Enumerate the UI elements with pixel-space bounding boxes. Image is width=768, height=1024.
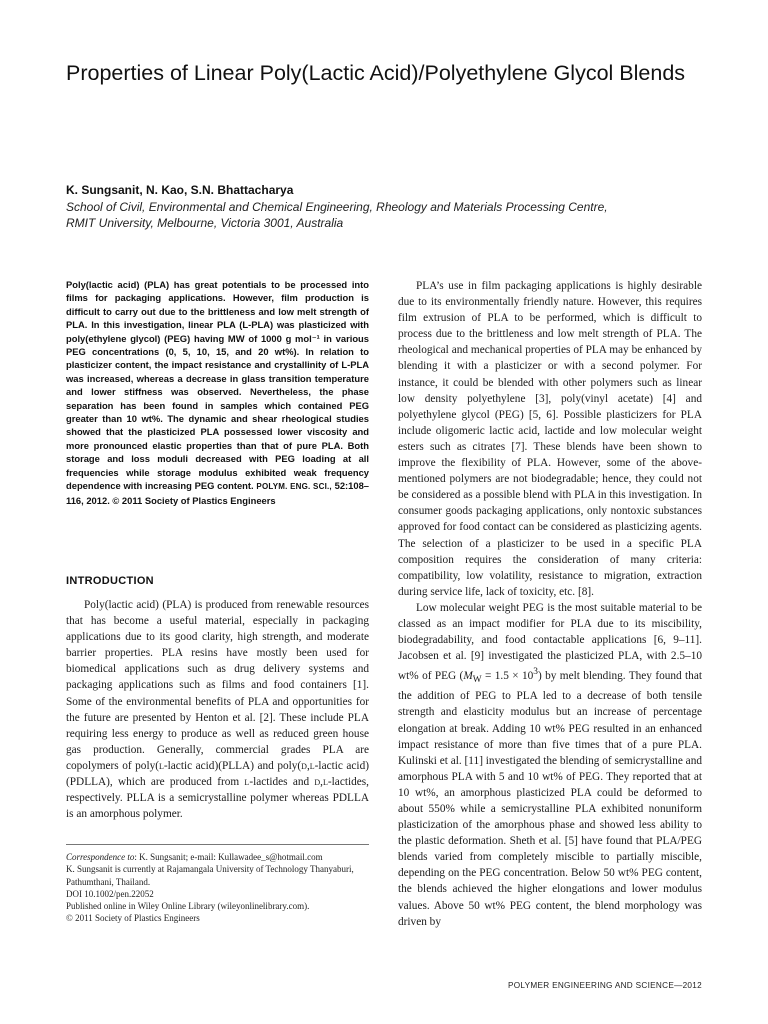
small-caps-text: l (244, 776, 250, 789)
introduction-heading: INTRODUCTION (66, 575, 154, 587)
footnote-divider (66, 844, 369, 845)
right-column (398, 278, 702, 930)
abstract-text (66, 278, 369, 507)
exponent: 3 (533, 667, 538, 678)
correspondence-label: Correspondence to (66, 852, 135, 862)
right-paragraph-2 (398, 600, 702, 930)
intro-text: -lactic acid)(PLLA) and poly( (163, 759, 302, 772)
correspondence-note (66, 851, 369, 863)
body-text: Low molecular weight PEG is the most suitable material to be classed as an impact modifier for PLA due to its miscibility, biodegradability, and food contactable applications [6, 9–11]. Jacobsen et al. [9] investigated the plasticized PLA, with 2.5–10 wt% of PEG ( (398, 601, 702, 683)
intro-text: -lactic acid) (PDLLA), which are produced from (66, 759, 369, 789)
small-caps-text: l (159, 759, 164, 772)
author-affiliation (66, 199, 706, 231)
author-list: K. Sungsanit, N. Kao, S.N. Bhattacharya (66, 183, 294, 197)
small-caps-text: d,l (301, 759, 315, 772)
running-footer: POLYMER ENGINEERING AND SCIENCE—2012 (507, 981, 702, 990)
small-caps-text: d,l (314, 776, 328, 789)
intro-text: Poly(lactic acid) (PLA) is produced from renewable resources that has become a useful material, especially in packaging applications due to its good clarity, high strength, and moderate barrier properties. PLA resins have mostly been used for biomedical applications such as drug delivery systems and packaging applications such as films and food containers [1]. Some of the environmental benefits of PLA and opportunities for the future are presented by Henton et al. [2]. These include PLA requiring less energy to produce as well as reduced green house gas production. Generally, commercial grades PLA are copolymers of poly( (66, 599, 369, 772)
article-title: Properties of Linear Poly(Lactic Acid)/Polyethylene Glycol Blends (66, 61, 686, 85)
introduction-column (66, 597, 369, 822)
affiliation-line-1: School of Civil, Environmental and Chemical Engineering, Rheology and Materials Processing Centre, (66, 200, 608, 214)
intro-paragraph-1 (66, 597, 369, 822)
correspondence-email: : K. Sungsanit; e-mail: Kullawadee_s@hotmail.com (134, 852, 323, 862)
mw-symbol: M (463, 670, 473, 683)
affiliation-line-2: RMIT University, Melbourne, Victoria 3001, Australia (66, 216, 344, 230)
abstract-body: Poly(lactic acid) (PLA) has great potentials to be processed into films for packaging applications. However, film production is difficult to carry out due to the brittleness and low melt strength of PLA. In this investigation, linear PLA (L-PLA) was plasticized with poly(ethylene glycol) (PEG) having MW of 1000 g mol⁻¹ in various PEG concentrations (0, 5, 10, 15, and 20 wt%). In relation to plasticizer content, the impact resistance and crystallinity of L-PLA was increased, whereas a decrease in glass transition temperature and lower stiffness was observed. Nevertheless, the phase separation has been found in samples which contained PEG greater than 10 wt%. The dynamic and shear rheological studies showed that the plasticized PLA possessed lower viscosity and more pronounced elastic properties than that of pure PLA. Both storage and loss moduli decreased with PEG loading at all frequencies while storage modulus exhibited weak frequency dependence with increasing PEG content. (66, 279, 369, 492)
body-text: = 1.5 × 10 (481, 670, 534, 683)
intro-text: -lactides and (249, 776, 315, 789)
abstract-block (66, 278, 369, 507)
copyright-note: © 2011 Society of Plastics Engineers (66, 913, 200, 924)
current-address-note: K. Sungsanit is currently at Rajamangala University of Technology Thanyaburi, Pathumthani, Thailand. (66, 864, 354, 887)
doi-note: DOI 10.1002/pen.22052 (66, 888, 154, 899)
abstract-journal-ref: POLYM. ENG. SCI., (256, 482, 332, 492)
body-text: ) by melt blending. They found that the addition of PEG to PLA led to a decrease of both tensile strength and elasticity modulus but an increase of percentage elongation at break. Adding 10 wt% PEG resulted in an enhanced impact resistance of more than five times that of a pure PLA. Kulinski et al. [11] investigated the blending of semicrystalline and amorphous PLA with 5 and 10 wt% of PEG. They reported that at 10 wt%, an amorphous plasticized PLA could be deformed to about 550% while a semicrystalline PLA exhibited nonuniform plasticization of the amorphous phase and showed less ability to the plastic deformation. Sheth et al. [5] have found that PLA/PEG blends varied from completely miscible to partially miscible, depending on the PEG concentration. Below 50 wt% PEG content, the blends achieved the higher elongations and lower modulus values. Above 50 wt% PEG content, the blend morphology was driven by (398, 670, 702, 928)
right-paragraph-1: PLA’s use in film packaging applications is highly desirable due to its environmentally friendly nature. However, this requires film extrusion of PLA to be performed, which is difficult to process due to the brittleness and low melt strength of PLA. The rheological and mechanical properties of PLA may be enhanced by blending it with a plasticizer or with a second polymer. For instance, it could be blended with other polymers such as linear low density polyethylene [3], poly(vinyl acetate) [4] and polyethylene glycol (PEG) [5, 6]. Possible plasticizers for PLA include oligomeric lactic acid, lactide and low molecular weight esters such as citrates [7]. These blends have been shown to improve the flexibility of PLA. However, some of the above-mentioned polymers are not biodegradable; hence, they could not be considered as a possible blend with PLA in this investigation. In consumer goods packaging applications, only nontoxic substances approved for food contact can be considered as plasticizing agents. The selection of a plasticizer to be used in a specific PLA composition requires the consideration of many criteria: compatibility, low volatility, resistance to migration, extraction during service life, lack of toxicity, etc. [8]. (398, 280, 702, 598)
intro-text: -lactides, respectively. PLLA is a semicrystalline polymer whereas PDLLA is an amorphous polymer. (66, 776, 369, 821)
abstract-citation: 52:108–116, 2012. © 2011 Society of Plastics Engineers (66, 480, 370, 506)
published-note: Published online in Wiley Online Library (wileyonlinelibrary.com). (66, 901, 310, 912)
mw-subscript: W (472, 675, 482, 686)
footnotes (66, 851, 369, 925)
